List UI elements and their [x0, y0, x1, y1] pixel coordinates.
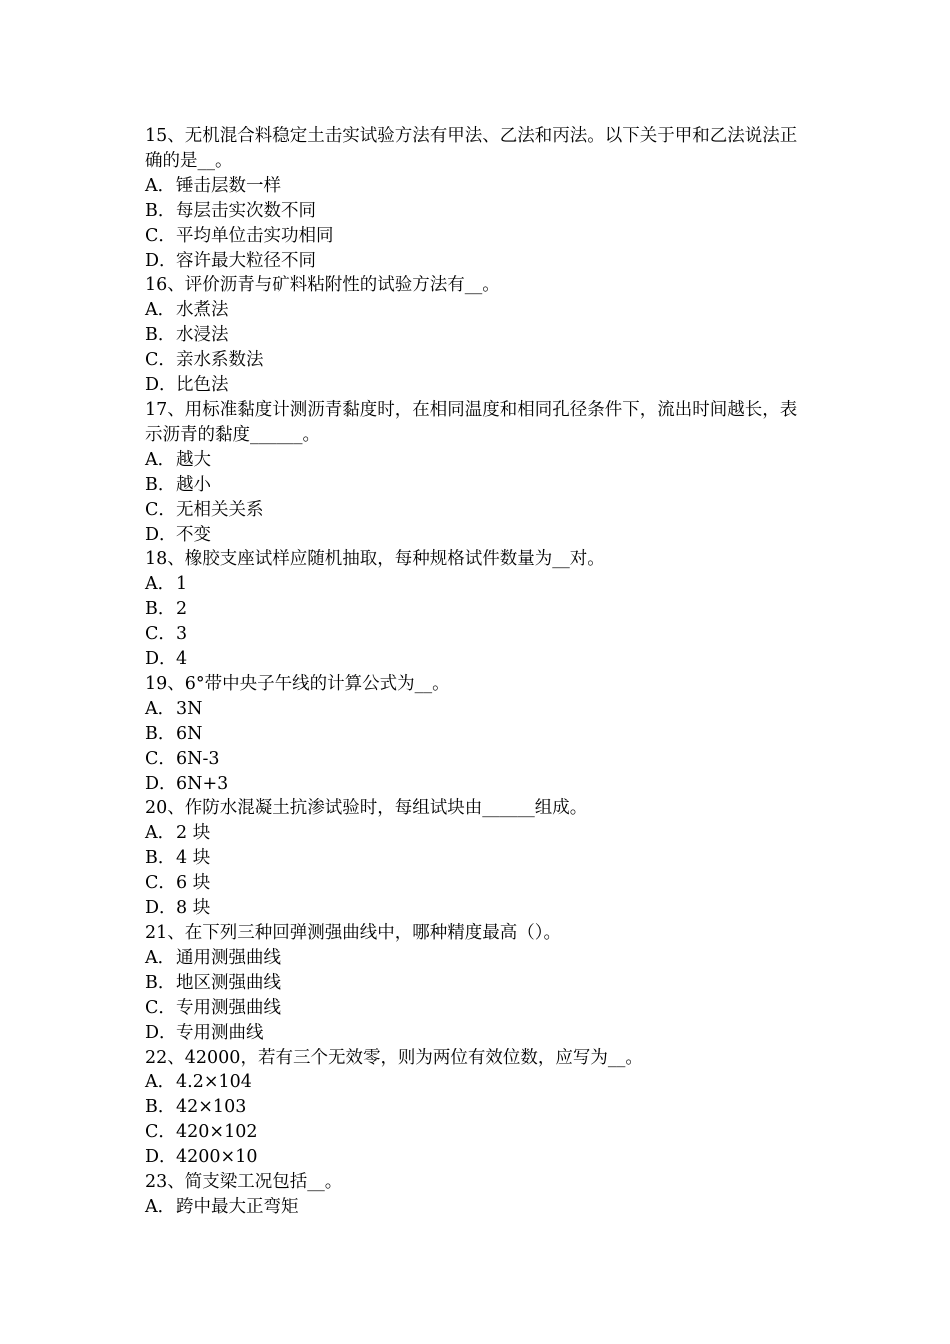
- option-text: 容许最大粒径不同: [176, 250, 316, 271]
- option-letter: D．: [145, 1022, 177, 1043]
- answer-option: [145, 249, 810, 274]
- answer-option: [145, 373, 810, 398]
- option-letter: D．: [145, 649, 177, 670]
- option-letter: C．: [145, 225, 176, 246]
- option-text: 无相关关系: [176, 499, 264, 520]
- answer-option: [145, 298, 810, 323]
- answer-option: [145, 821, 810, 846]
- option-letter: D．: [145, 524, 177, 545]
- option-text: 每层击实次数不同: [176, 200, 316, 221]
- option-text: 4: [176, 649, 188, 670]
- option-text: 4.2×104: [176, 1072, 252, 1093]
- question-stem: 23、简支梁工况包括__。: [145, 1172, 343, 1193]
- option-text: 比色法: [176, 375, 229, 396]
- option-text: 6N+3: [176, 773, 229, 794]
- answer-option: [145, 1070, 810, 1095]
- answer-option: [145, 1195, 810, 1220]
- option-letter: D．: [145, 375, 177, 396]
- option-letter: B．: [145, 200, 176, 221]
- option-text: 420×102: [176, 1122, 258, 1143]
- answer-option: [145, 224, 810, 249]
- answer-option: [145, 498, 810, 523]
- option-letter: A．: [145, 947, 176, 968]
- option-text: 跨中最大正弯矩: [176, 1196, 299, 1217]
- option-letter: A．: [145, 823, 176, 844]
- question-stem: 22、42000，若有三个无效零，则为两位有效位数，应写为__。: [145, 1047, 643, 1068]
- answer-option: [145, 1095, 810, 1120]
- option-text: 8 块: [176, 898, 211, 919]
- option-letter: C．: [145, 350, 176, 371]
- answer-option: [145, 996, 810, 1021]
- question-stem: 16、评价沥青与矿料粘附性的试验方法有__。: [145, 275, 500, 296]
- option-letter: B．: [145, 848, 176, 869]
- option-letter: C．: [145, 624, 176, 645]
- answer-option: [145, 597, 810, 622]
- option-letter: B．: [145, 474, 176, 495]
- answer-option: [145, 572, 810, 597]
- answer-option: [145, 697, 810, 722]
- option-text: 地区测强曲线: [176, 972, 281, 993]
- answer-option: [145, 971, 810, 996]
- option-letter: D．: [145, 898, 177, 919]
- option-letter: D．: [145, 773, 177, 794]
- option-letter: A．: [145, 1196, 176, 1217]
- answer-option: [145, 647, 810, 672]
- option-letter: C．: [145, 499, 176, 520]
- question-stem: 20、作防水混凝土抗渗试验时，每组试块由______组成。: [145, 798, 588, 819]
- option-text: 6N-3: [176, 748, 220, 769]
- answer-option: [145, 896, 810, 921]
- answer-option: [145, 946, 810, 971]
- answer-option: [145, 622, 810, 647]
- option-text: 水煮法: [176, 300, 229, 321]
- option-letter: A．: [145, 300, 176, 321]
- option-letter: B．: [145, 599, 176, 620]
- option-text: 专用测曲线: [176, 1022, 264, 1043]
- answer-option: [145, 523, 810, 548]
- answer-option: [145, 199, 810, 224]
- question-stem: 18、橡胶支座试样应随机抽取，每种规格试件数量为__对。: [145, 549, 605, 570]
- option-text: 越小: [176, 474, 211, 495]
- option-letter: A．: [145, 698, 176, 719]
- option-text: 1: [176, 574, 188, 595]
- option-letter: B．: [145, 972, 176, 993]
- option-text: 42×103: [176, 1097, 247, 1118]
- document-body: [145, 124, 810, 1220]
- option-letter: A．: [145, 175, 176, 196]
- option-text: 水浸法: [176, 325, 229, 346]
- answer-option: [145, 772, 810, 797]
- option-letter: D．: [145, 1147, 177, 1168]
- answer-option: [145, 348, 810, 373]
- answer-option: [145, 448, 810, 473]
- answer-option: [145, 1145, 810, 1170]
- option-letter: A．: [145, 449, 176, 470]
- question-stem: 21、在下列三种回弹测强曲线中，哪种精度最高（）。: [145, 923, 562, 943]
- answer-option: [145, 473, 810, 498]
- answer-option: [145, 1021, 810, 1046]
- question-stem: 15、无机混合料稳定土击实试验方法有甲法、乙法和丙法。以下关于甲和乙法说法正确的是__。: [145, 126, 798, 171]
- answer-option: [145, 1120, 810, 1145]
- option-letter: B．: [145, 1097, 176, 1118]
- option-text: 通用测强曲线: [176, 947, 281, 968]
- question-stem: 19、6°带中央子午线的计算公式为__。: [145, 673, 450, 694]
- option-letter: C．: [145, 1122, 176, 1143]
- option-letter: B．: [145, 325, 176, 346]
- option-letter: C．: [145, 748, 176, 769]
- option-text: 越大: [176, 449, 211, 470]
- option-text: 4 块: [176, 848, 211, 869]
- option-text: 平均单位击实功相同: [176, 225, 334, 246]
- option-letter: A．: [145, 1072, 176, 1093]
- option-text: 4200×10: [176, 1147, 258, 1168]
- option-letter: A．: [145, 574, 176, 595]
- answer-option: [145, 722, 810, 747]
- option-text: 6N: [176, 723, 203, 744]
- option-text: 3N: [176, 698, 203, 719]
- answer-option: [145, 323, 810, 348]
- option-text: 3: [176, 624, 188, 645]
- option-text: 2: [176, 599, 188, 620]
- answer-option: [145, 747, 810, 772]
- option-text: 锤击层数一样: [176, 175, 281, 196]
- option-letter: C．: [145, 997, 176, 1018]
- option-text: 6 块: [176, 873, 211, 894]
- answer-option: [145, 174, 810, 199]
- option-letter: D．: [145, 250, 177, 271]
- option-letter: B．: [145, 723, 176, 744]
- option-letter: C．: [145, 873, 176, 894]
- answer-option: [145, 871, 810, 896]
- question-stem: 17、用标准黏度计测沥青黏度时，在相同温度和相同孔径条件下，流出时间越长，表示沥青的黏度______。: [145, 399, 798, 445]
- option-text: 不变: [176, 524, 211, 545]
- option-text: 亲水系数法: [176, 350, 264, 371]
- option-text: 专用测强曲线: [176, 997, 281, 1018]
- answer-option: [145, 846, 810, 871]
- option-text: 2 块: [176, 823, 211, 844]
